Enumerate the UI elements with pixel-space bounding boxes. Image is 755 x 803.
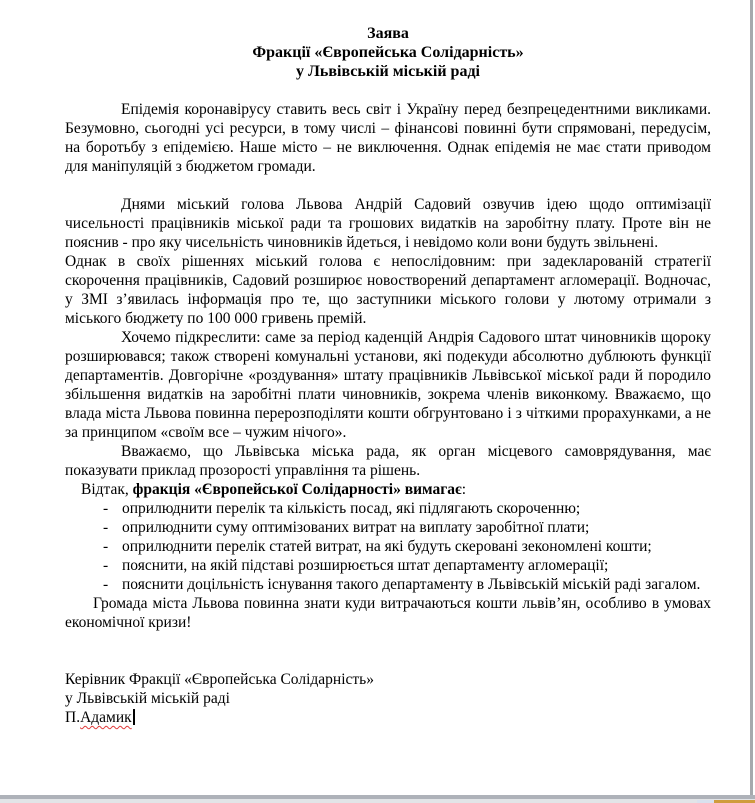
demand-text: пояснити доцільність існування такого департаменту в Львівській міській раді загалом. <box>122 576 701 593</box>
list-dash-marker: - <box>103 519 109 536</box>
demand-item-3 <box>65 537 711 556</box>
demand-text: оприлюднити перелік та кількість посад, які підлягають скороченню; <box>122 500 581 517</box>
demand-text: пояснити, на якій підставі розширюється штат департаменту агломерації; <box>122 557 609 574</box>
demand-item-1 <box>65 499 711 518</box>
demand-item-2 <box>65 518 711 537</box>
list-dash-marker: - <box>103 557 109 574</box>
paragraph-mayor-idea: Днями міський голова Львова Андрій Садовий озвучив ідею щодо оптимізації чисельності працівників міської ради та грошових видатків на заробітну плату. Проте він не пояснив - про яку чисельність чиновників йдеться, і невідомо коли вони будуть звільнені. <box>65 196 711 251</box>
title-line-2: Фракції «Європейська Солідарність» <box>252 44 524 61</box>
signature-name-misspelled: Адамик <box>80 709 132 726</box>
closing-paragraph: Громада міста Львова повинна знати куди витрачаються кошти львів’ян, особливо в умовах економічної кризи! <box>65 595 711 631</box>
demand-item-4 <box>65 556 711 575</box>
signature-name-initial: П. <box>65 709 81 726</box>
title-line-3: у Львівській міській раді <box>296 63 480 80</box>
list-dash-marker: - <box>103 500 109 517</box>
signature-name-line <box>65 708 711 727</box>
demand-item-5 <box>65 575 711 594</box>
text-cursor <box>133 709 135 725</box>
document-page[interactable] <box>65 24 711 727</box>
window-border-right <box>750 0 753 795</box>
list-dash-marker: - <box>103 576 109 593</box>
demands-intro-suffix: : <box>461 481 467 498</box>
signature-line-2: у Львівській міській раді <box>65 690 230 707</box>
document-title <box>65 24 711 81</box>
demands-intro-bold: фракція «Європейської Солідарності» вимагає <box>132 481 462 498</box>
title-line-1: Заява <box>367 25 409 42</box>
demand-text: оприлюднити перелік статей витрат, на які будуть скеровані зекономлені кошти; <box>122 538 652 555</box>
demands-intro-prefix: Відтак, <box>81 481 133 498</box>
paragraph-inconsistency: Однак в своїх рішеннях міський голова є непослідовним: при задекларованій стратегії скорочення працівників, Садовий розширює новостворений департамент агломерації. Водночас, у ЗМІ з’явилась інформація про те, що заступники міського голови у лютому отримали з міського бюджету по 100 000 гривень премій. <box>65 253 711 327</box>
list-dash-marker: - <box>103 538 109 555</box>
paragraph-transparency: Вважаємо, що Львівська міська рада, як орган місцевого самоврядування, має показувати приклад прозорості управління та рішень. <box>65 443 711 479</box>
paragraph-epidemic: Епідемія коронавірусу ставить весь світ і Україну перед безпрецедентними викликами. Безумовно, сьогодні усі ресурси, в тому числі – фінансові повинні бути спрямовані, передусім, на боротьбу з епідемією. Наше місто – не виключення. Однак епідемія не має стати приводом для маніпуляцій з бюджетом громади. <box>65 101 711 175</box>
paragraph-staff-growth: Хочемо підкреслити: саме за період каденцій Андрія Садового штат чиновників щороку розширювався; також створені комунальні установи, які подекуди абсолютно дублюють функції департаментів. Довгорічне «роздування» штату працівників Львівської міської ради й породило збільшення видатків на заробітні плати чиновників, зокрема членів виконкому. Вважаємо, що влада міста Львова повинна перерозподіляти кошти обгрунтовано і з чіткими прорахунками, а не за принципом «своїм все – чужим нічого». <box>65 329 711 441</box>
signature-block <box>65 670 711 727</box>
signature-line-1: Керівник Фракції «Європейська Солідарність» <box>65 671 374 688</box>
demands-intro <box>65 480 711 499</box>
bottom-edge-bar-light <box>0 799 755 803</box>
demand-text: оприлюднити суму оптимізованих витрат на виплату заробітної плати; <box>122 519 590 536</box>
